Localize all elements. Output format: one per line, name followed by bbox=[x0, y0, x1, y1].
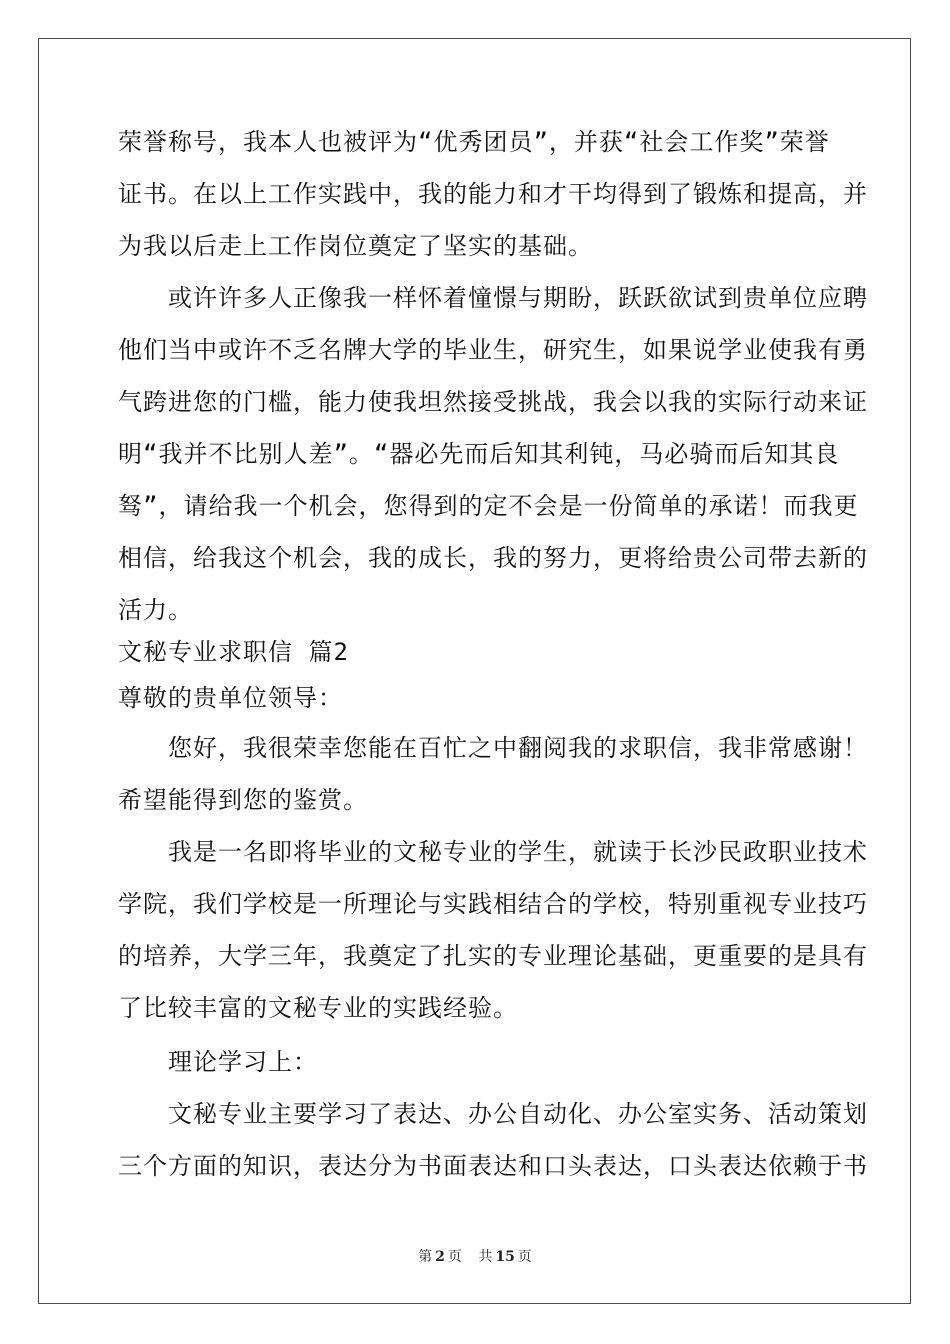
text-line: 证书。在以上工作实践中，我的能力和才干均得到了锻炼和提高，并 bbox=[118, 180, 868, 208]
text-line: 相信，给我这个机会，我的成长，我的努力，更将给贵公司带去新的 bbox=[118, 544, 868, 572]
text-line: 活力。 bbox=[118, 596, 193, 624]
text-line: 了比较丰富的文秘专业的实践经验。 bbox=[118, 994, 518, 1022]
text-line: 荣誉称号，我本人也被评为“优秀团员”，并获“社会工作奖”荣誉 bbox=[118, 128, 830, 156]
text-line: 三个方面的知识，表达分为书面表达和口头表达，口头表达依赖于书 bbox=[118, 1152, 868, 1180]
text-line: 希望能得到您的鉴赏。 bbox=[118, 786, 368, 814]
text-line: 明“我并不比别人差”。“器必先而后知其利钝，马必骑而后知其良 bbox=[118, 440, 840, 468]
text-line: 或许许多人正像我一样怀着憧憬与期盼，跃跃欲试到贵单位应聘 bbox=[118, 284, 868, 312]
text-line: 为我以后走上工作岗位奠定了坚实的基础。 bbox=[118, 232, 593, 260]
text-line: 气跨进您的门槛，能力使我坦然接受挑战，我会以我的实际行动来证 bbox=[118, 388, 868, 416]
text-line: 学院，我们学校是一所理论与实践相结合的学校，特别重视专业技巧 bbox=[118, 890, 868, 918]
salutation: 尊敬的贵单位领导： bbox=[118, 684, 343, 712]
text-line: 我是一名即将毕业的文秘专业的学生，就读于长沙民政职业技术 bbox=[118, 838, 868, 866]
text-line: 文秘专业主要学习了表达、办公自动化、办公室实务、活动策划 bbox=[118, 1100, 868, 1128]
text-line: 的培养，大学三年，我奠定了扎实的专业理论基础，更重要的是具有 bbox=[118, 942, 868, 970]
page-indicator bbox=[415, 1249, 465, 1265]
total-pages-indicator bbox=[475, 1249, 534, 1265]
text-line: 理论学习上： bbox=[118, 1048, 318, 1076]
text-line: 驽”，请给我一个机会，您得到的定不会是一份简单的承诺！而我更 bbox=[118, 492, 859, 520]
page-footer bbox=[0, 1246, 950, 1266]
page-label-suffix: 页 bbox=[447, 1249, 462, 1265]
page-label-prefix: 第 bbox=[418, 1249, 433, 1265]
total-pages: 15 bbox=[495, 1249, 515, 1265]
text-line: 您好，我很荣幸您能在百忙之中翻阅我的求职信，我非常感谢！ bbox=[118, 734, 868, 762]
page-number: 2 bbox=[435, 1249, 445, 1265]
text-line: 他们当中或许不乏名牌大学的毕业生，研究生，如果说学业使我有勇 bbox=[118, 336, 868, 364]
total-label-prefix: 共 bbox=[478, 1249, 493, 1265]
total-label-suffix: 页 bbox=[517, 1249, 532, 1265]
section-heading: 文秘专业求职信 篇2 bbox=[118, 638, 349, 666]
